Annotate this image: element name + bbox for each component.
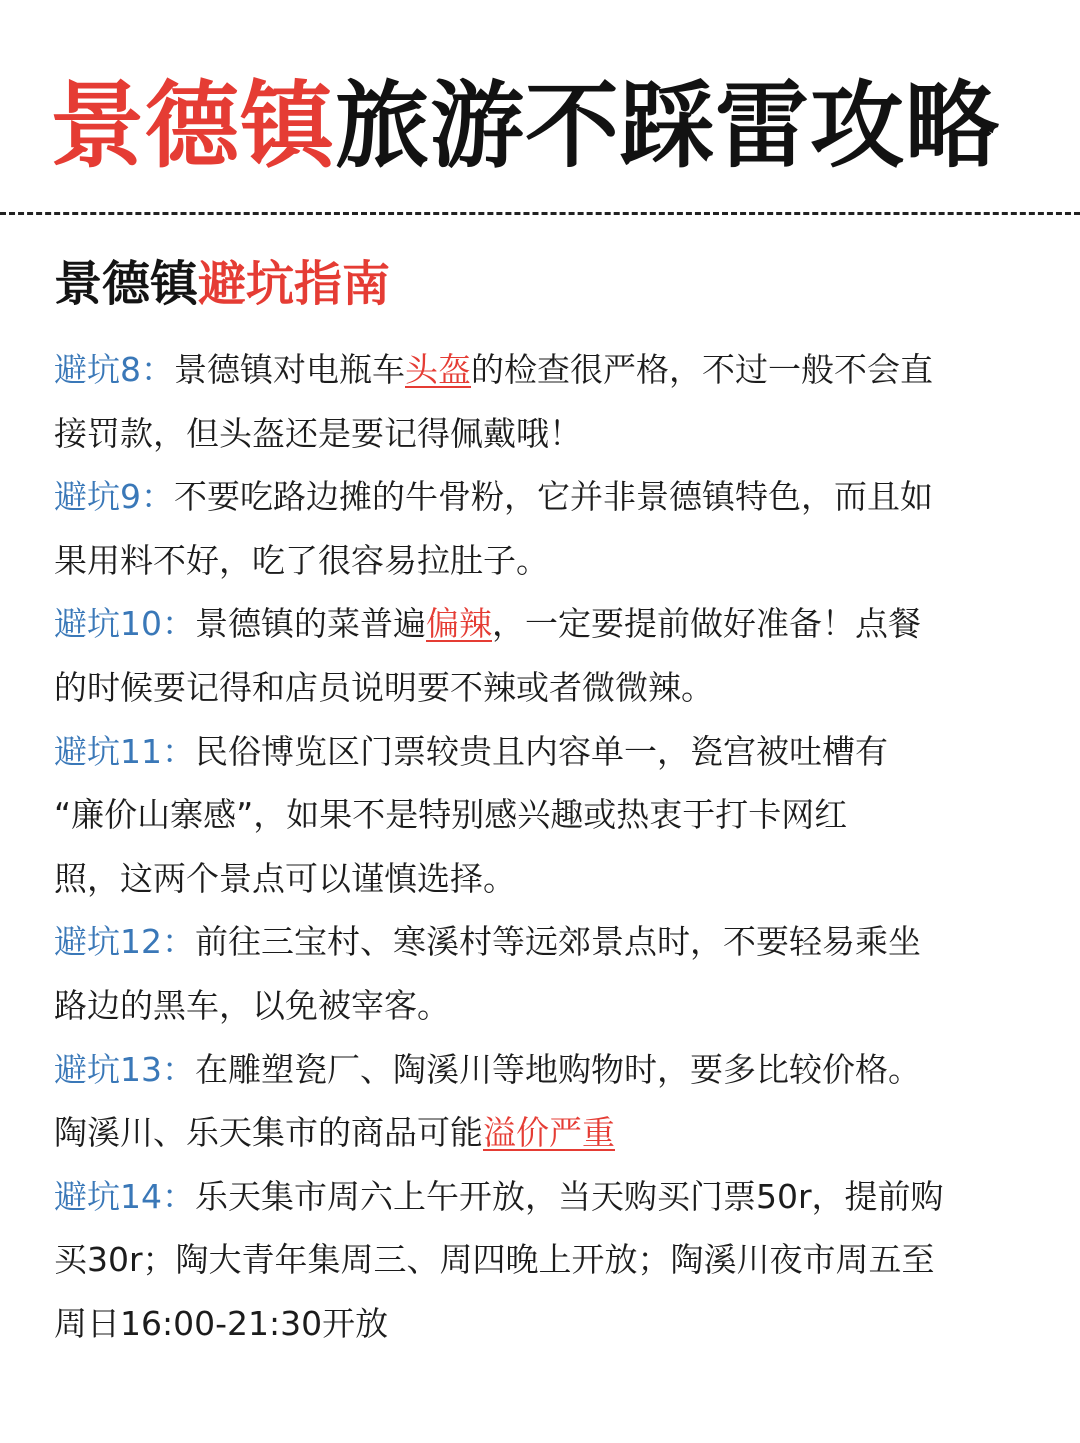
tip-highlight: 偏辣 <box>426 604 492 644</box>
tips-list <box>54 338 1044 1356</box>
tip-text: 不要吃路边摊的牛骨粉，它并非景德镇特色，而且如 <box>174 477 933 517</box>
tip-10 <box>54 592 1044 719</box>
tip-line <box>54 465 1044 529</box>
tip-label: 避坑9： <box>54 477 174 517</box>
tip-text: 路边的黑车，以免被宰客。 <box>54 985 450 1025</box>
tip-line <box>54 1292 1044 1356</box>
tip-text: 买30r；陶大青年集周三、周四晚上开放；陶溪川夜市周五至 <box>54 1240 935 1280</box>
tip-label: 避坑8： <box>54 350 174 389</box>
tip-text: 民俗博览区门票较贵且内容单一，瓷宫被吐槽有 <box>195 731 888 771</box>
tip-text: 前往三宝村、寒溪村等远郊景点时，不要轻易乘坐 <box>195 922 921 962</box>
tip-13 <box>54 1038 1044 1165</box>
tip-line <box>54 1038 1044 1102</box>
tip-text: 陶溪川、乐天集市的商品可能 <box>54 1113 483 1153</box>
main-title <box>50 62 1000 192</box>
tip-text: 果用料不好，吃了很容易拉肚子。 <box>54 540 549 580</box>
tip-11 <box>54 720 1044 911</box>
tip-line <box>54 402 1044 466</box>
tip-label: 避坑14： <box>54 1176 195 1216</box>
tip-line <box>54 783 1044 847</box>
tip-line <box>54 1101 1044 1165</box>
tip-line <box>54 529 1044 593</box>
tip-text: 接罚款，但头盔还是要记得佩戴哦！ <box>54 413 582 453</box>
tip-line <box>54 847 1044 911</box>
tip-line <box>54 910 1044 974</box>
tip-highlight: 头盔 <box>405 350 471 389</box>
tip-label: 避坑11： <box>54 731 195 771</box>
tip-text: ，一定要提前做好准备！点餐 <box>492 604 921 644</box>
tip-text: 周日16:00-21:30开放 <box>54 1303 389 1343</box>
tip-text: 的时候要记得和店员说明要不辣或者微微辣。 <box>54 667 714 707</box>
section-title-prefix: 景德镇 <box>54 256 199 312</box>
tip-line <box>54 1165 1044 1229</box>
tip-text: 在雕塑瓷厂、陶溪川等地购物时，要多比较价格。 <box>195 1049 921 1089</box>
tip-line <box>54 592 1044 656</box>
tip-text: 景德镇的菜普遍 <box>195 604 426 644</box>
tip-12 <box>54 910 1044 1037</box>
main-title-rest: 旅游不踩雷攻略 <box>335 72 1001 181</box>
tip-text: 景德镇对电瓶车 <box>174 350 405 389</box>
tip-highlight: 溢价严重 <box>483 1113 615 1153</box>
section-title <box>54 252 390 316</box>
tip-14 <box>54 1165 1044 1356</box>
dashed-divider <box>0 212 1080 215</box>
tip-label: 避坑12： <box>54 922 195 962</box>
tip-text: 乐天集市周六上午开放，当天购买门票50r，提前购 <box>195 1176 944 1216</box>
tip-line <box>54 974 1044 1038</box>
tip-line <box>54 720 1044 784</box>
tip-text: “廉价山寨感”，如果不是特别感兴趣或热衷于打卡网红 <box>54 795 848 835</box>
tip-text: 的检查很严格，不过一般不会直 <box>471 350 933 389</box>
tip-text: 照，这两个景点可以谨慎选择。 <box>54 858 516 898</box>
tip-label: 避坑10： <box>54 604 195 644</box>
tip-8 <box>54 338 1044 465</box>
tip-line <box>54 1228 1044 1292</box>
tip-9 <box>54 465 1044 592</box>
section-title-highlight: 避坑指南 <box>198 256 391 312</box>
tip-line <box>54 656 1044 720</box>
main-title-highlight: 景德镇 <box>50 72 336 181</box>
tip-line <box>54 338 1044 402</box>
tip-label: 避坑13： <box>54 1049 195 1089</box>
